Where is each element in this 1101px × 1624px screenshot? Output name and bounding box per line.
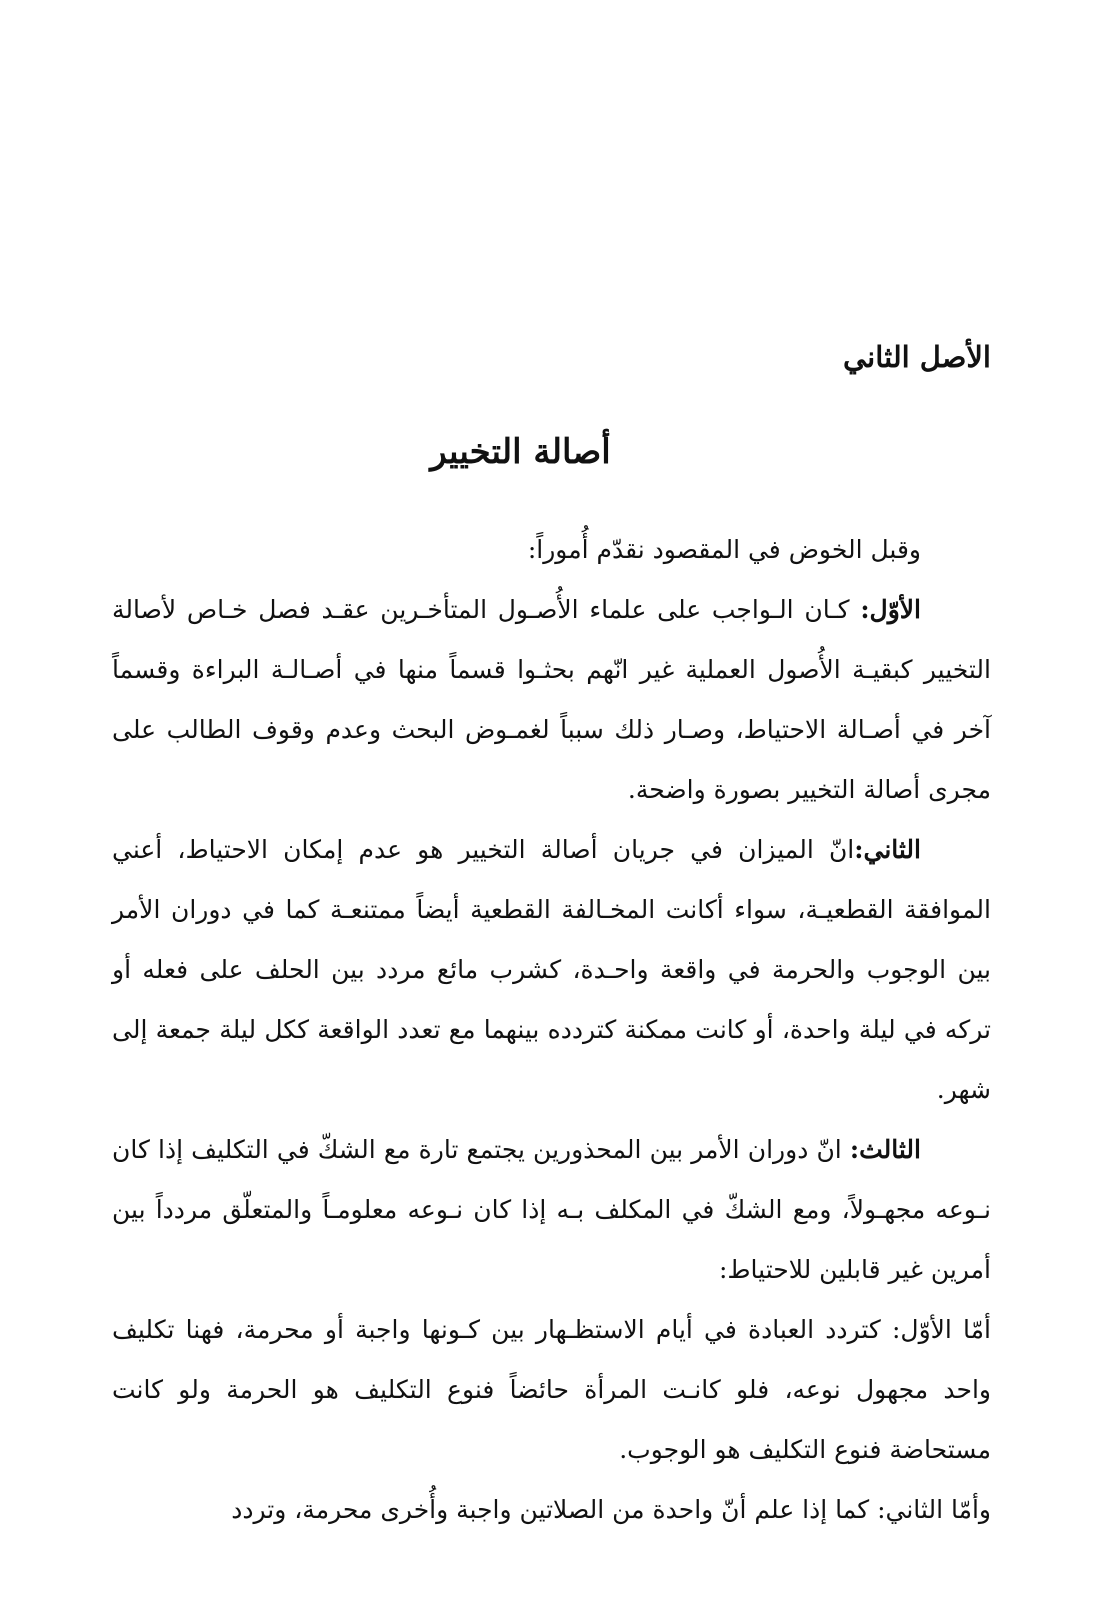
body-text [112, 520, 991, 1540]
paragraph-first-text: كـان الـواجب على علماء الأُصـول المتأخـرين عقـد فصل خـاص لأصالة التخيير كبقيـة الأُصول العملية غير انّهم بحثـوا قسماً منها في أصـالـة البراءة وقسماً آخر في أصـالة الاحتياط، وصـار ذلك سبباً لغمـوض البحث وعدم وقوف الطالب على مجرى أصالة التخيير بصورة واضحة. [112, 595, 991, 804]
paragraph-second [112, 820, 991, 1120]
section-title: أصالة التخيير [430, 432, 611, 472]
paragraph-second-lead: الثاني: [854, 835, 921, 864]
intro-paragraph: وقبل الخوض في المقصود نقدّم أُموراً: [527, 535, 921, 564]
paragraph-fourth: أمّا الأوّل: كتردد العبادة في أيام الاستظـهار بين كـونها واجبة أو محرمة، فهنا تكليف واحد مجهول نوعه، فلو كانـت المرأة حائضاً فنوع التكليف هو الحرمة ولو كانت مستحاضة فنوع التكليف هو الوجوب. [112, 1315, 991, 1464]
paragraph-fifth: وأمّا الثاني: كما إذا علم أنّ واحدة من الصلاتين واجبة وأُخرى محرمة، وتردد [231, 1495, 991, 1524]
paragraph-first-lead: الأوّل: [860, 595, 921, 624]
chapter-label: الأصل الثاني [842, 340, 991, 374]
paragraph-first [112, 580, 991, 820]
paragraph-second-text: انّ الميزان في جريان أصالة التخيير هو عدم إمكان الاحتياط، أعني الموافقة القطعيـة، سواء أكانت المخـالفة القطعية أيضاً ممتنعـة كما في دوران الأمر بين الوجوب والحرمة في واقعة واحـدة، كشرب مائع مردد بين الحلف على فعله أو تركه في ليلة واحدة، أو كانت ممكنة كتردده بينهما مع تعدد الواقعة ككل ليلة جمعة إلى شهر. [112, 835, 991, 1104]
paragraph-third-lead: الثالث: [849, 1135, 921, 1164]
paragraph-third-text: انّ دوران الأمر بين المحذورين يجتمع تارة مع الشكّ في التكليف إذا كان نـوعه مجهـولاً، ومع الشكّ في المكلف بـه إذا كان نـوعه معلومـاً والمتعلّق مردداً بين أمرين غير قابلين للاحتياط: [112, 1135, 991, 1284]
paragraph-third [112, 1120, 991, 1300]
